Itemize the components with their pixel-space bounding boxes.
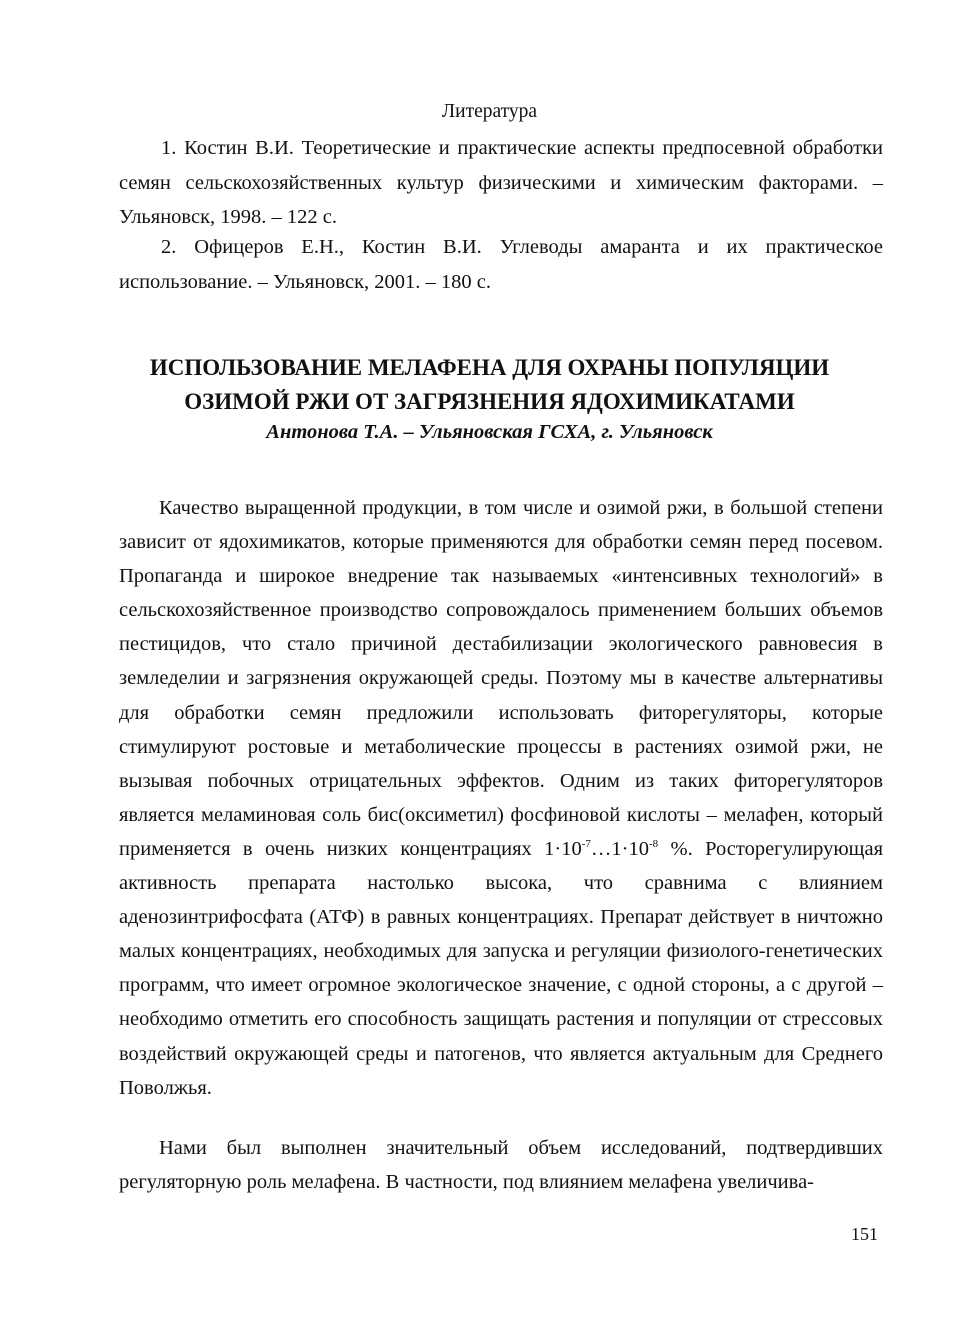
- article-title-line-2: ОЗИМОЙ РЖИ ОТ ЗАГРЯЗНЕНИЯ ЯДОХИМИКАТАМИ: [184, 389, 795, 414]
- article-author: Антонова Т.А. – Ульяновская ГСХА, г. Ульяновск: [266, 421, 713, 443]
- reference-item: 2. Офицеров Е.Н., Костин В.И. Углеводы амаранта и их практическое использование. – Ульяновск, 2001. – 180 с.: [119, 236, 883, 293]
- exponent: -8: [648, 838, 659, 851]
- paragraph-text: %. Росторегулирующая активность препарата настолько высока, что сравнима с влиянием аденозинтрифосфата (АТФ) в равных концентрациях. Препарат действует в ничтожно малых концентрациях, необходимых для запуска и регуляции физиолого-генетических программ, что имеет огромное экологическое значение, с одной стороны, а с другой – необходимо отметить его способность защищать растения и популяции от стрессовых воздействий окружающей среды и патогенов, что является актуальным для Среднего Поволжья.: [119, 837, 883, 1099]
- page-number: 151: [851, 1224, 878, 1244]
- body-paragraph-1: [119, 491, 883, 1105]
- article-title-line-1: ИСПОЛЬЗОВАНИЕ МЕЛАФЕНА ДЛЯ ОХРАНЫ ПОПУЛЯЦИИ: [149, 355, 830, 380]
- exponent: -7: [581, 838, 591, 851]
- paragraph-text: …1·10: [590, 837, 649, 860]
- reference-item: 1. Костин В.И. Теоретические и практические аспекты предпосевной обработки семян сельскохозяйственных культур физическими и химическим факторами. – Ульяновск, 1998. – 122 с.: [119, 137, 883, 228]
- literature-heading: Литература: [441, 101, 538, 122]
- paragraph-text: Качество выращенной продукции, в том числе и озимой ржи, в большой степени зависит от ядохимикатов, которые применяются для обработки семян перед посевом. Пропаганда и широкое внедрение так называемых «интенсивных технологий» в сельскохозяйственное производство сопровождалось применением больших объемов пестицидов, что стало причиной дестабилизации экологического равновесия в земледелии и загрязнения окружающей среды. Поэтому мы в качестве альтернативы для обработки семян предложили использовать фиторегуляторы, которые стимулируют ростовые и метаболические процессы в растениях озимой ржи, не вызывая побочных отрицательных эффектов. Одним из таких фиторегуляторов является меламиновая соль бис(оксиметил) фосфиновой кислоты – мелафен, который применяется в очень низких концентрациях 1·10: [119, 497, 883, 860]
- article-title: [0, 351, 979, 419]
- body-paragraph-2: Нами был выполнен значительный объем исследований, подтвердивших регуляторную роль мелафена. В частности, под влиянием мелафена увеличива-: [119, 1137, 883, 1194]
